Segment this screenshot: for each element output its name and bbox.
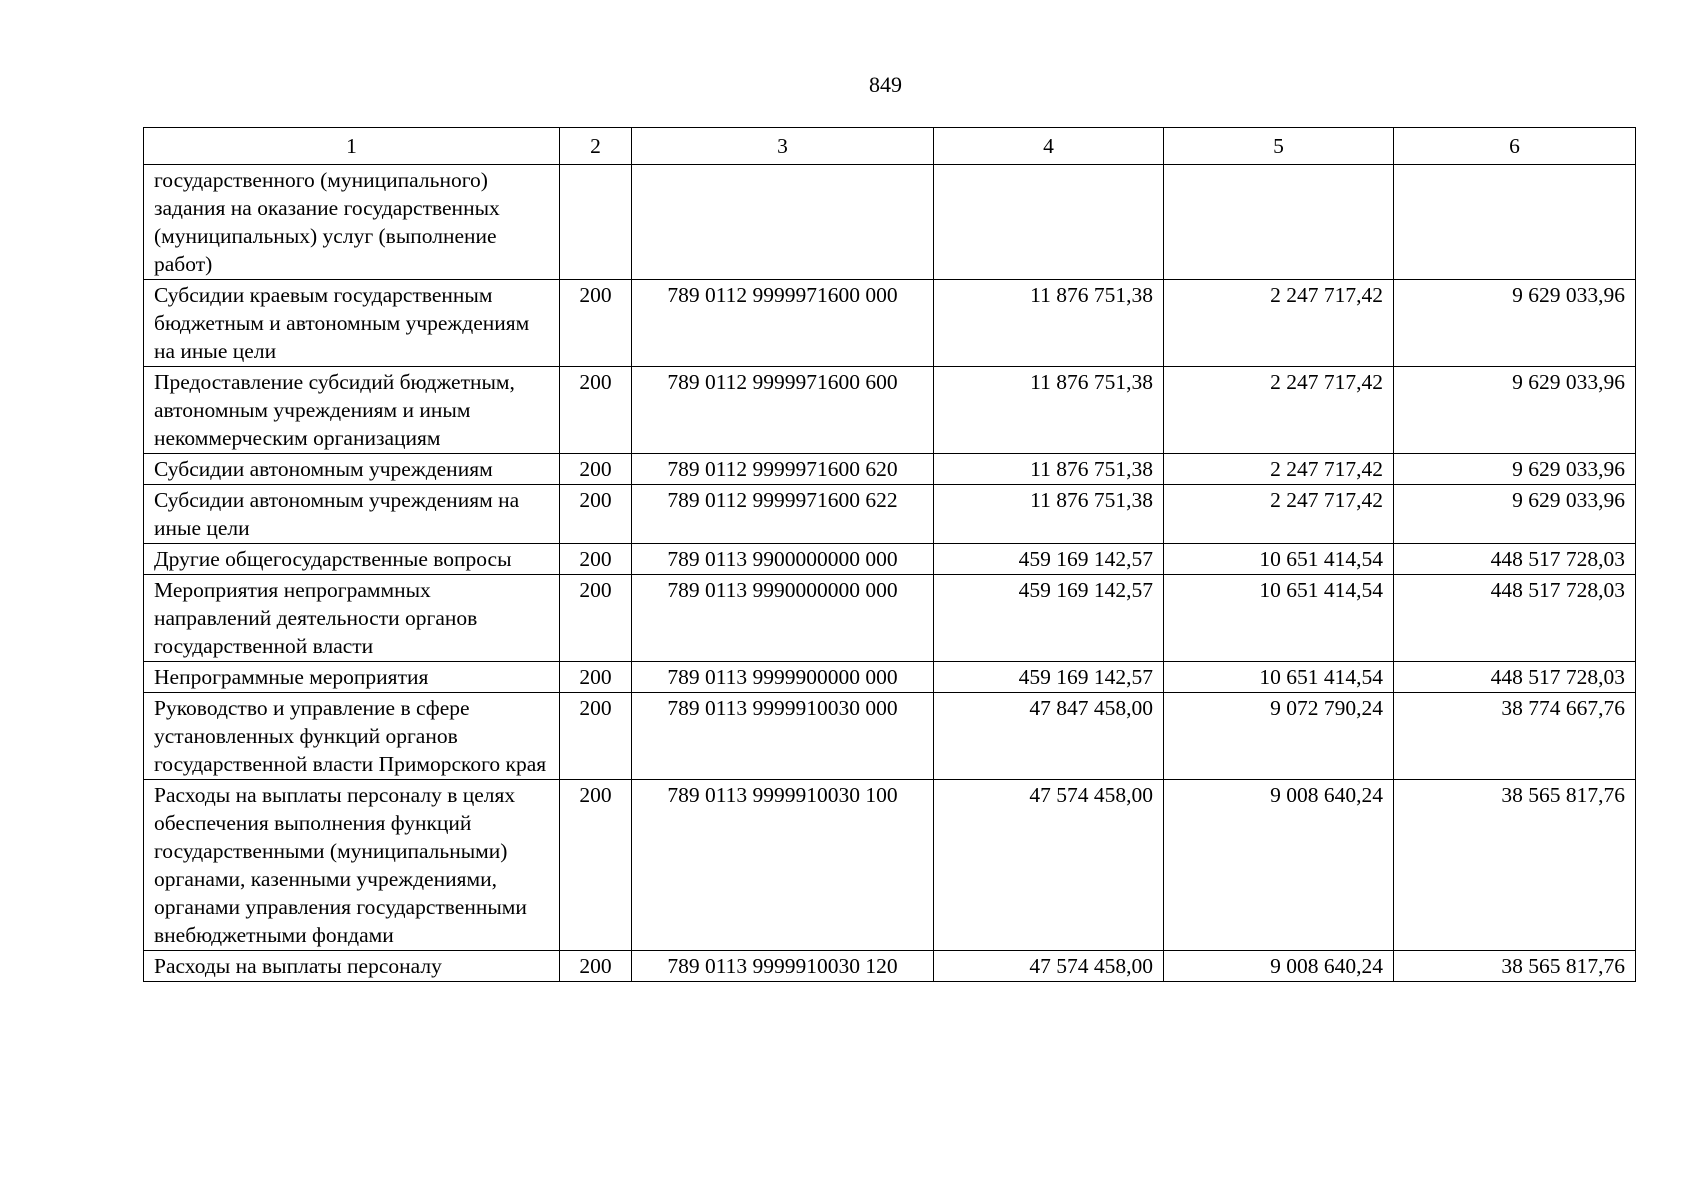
header-row bbox=[144, 128, 1636, 165]
row-value-4: 11 876 751,38 bbox=[934, 485, 1164, 544]
row-value-6: 9 629 033,96 bbox=[1394, 485, 1636, 544]
row-code: 200 bbox=[560, 367, 632, 454]
row-value-4: 47 574 458,00 bbox=[934, 780, 1164, 951]
row-value-5: 9 072 790,24 bbox=[1164, 693, 1394, 780]
header-col-5: 5 bbox=[1164, 128, 1394, 165]
table-row bbox=[144, 165, 1636, 280]
table-row bbox=[144, 693, 1636, 780]
row-value-4: 11 876 751,38 bbox=[934, 367, 1164, 454]
row-code: 200 bbox=[560, 951, 632, 982]
row-kbk: 789 0113 9999910030 000 bbox=[632, 693, 934, 780]
row-value-6: 448 517 728,03 bbox=[1394, 544, 1636, 575]
row-value-6: 38 774 667,76 bbox=[1394, 693, 1636, 780]
budget-table bbox=[143, 127, 1636, 982]
table-row bbox=[144, 780, 1636, 951]
row-value-5: 9 008 640,24 bbox=[1164, 780, 1394, 951]
row-name: Субсидии автономным учреждениям bbox=[144, 454, 560, 485]
row-value-5: 10 651 414,54 bbox=[1164, 544, 1394, 575]
row-name: Руководство и управление в сфере установленных функций органов государственной власти Приморского края bbox=[144, 693, 560, 780]
row-value-6: 448 517 728,03 bbox=[1394, 575, 1636, 662]
table-row bbox=[144, 485, 1636, 544]
header-col-4: 4 bbox=[934, 128, 1164, 165]
row-value-6: 448 517 728,03 bbox=[1394, 662, 1636, 693]
row-code: 200 bbox=[560, 575, 632, 662]
row-value-4: 459 169 142,57 bbox=[934, 662, 1164, 693]
header-col-6: 6 bbox=[1394, 128, 1636, 165]
row-kbk: 789 0113 9999910030 100 bbox=[632, 780, 934, 951]
row-value-5 bbox=[1164, 165, 1394, 280]
row-kbk: 789 0112 9999971600 000 bbox=[632, 280, 934, 367]
row-value-6 bbox=[1394, 165, 1636, 280]
row-value-5: 10 651 414,54 bbox=[1164, 662, 1394, 693]
row-name: Субсидии краевым государственным бюджетным и автономным учреждениям на иные цели bbox=[144, 280, 560, 367]
row-name: Расходы на выплаты персоналу в целях обеспечения выполнения функций государственными (муниципальными) органами, казенными учреждениями, органами управления государственными внебюджетными фондами bbox=[144, 780, 560, 951]
row-name: Непрограммные мероприятия bbox=[144, 662, 560, 693]
row-value-5: 10 651 414,54 bbox=[1164, 575, 1394, 662]
row-kbk: 789 0113 9900000000 000 bbox=[632, 544, 934, 575]
row-value-4 bbox=[934, 165, 1164, 280]
row-value-4: 459 169 142,57 bbox=[934, 544, 1164, 575]
row-value-4: 11 876 751,38 bbox=[934, 454, 1164, 485]
row-value-4: 459 169 142,57 bbox=[934, 575, 1164, 662]
row-code: 200 bbox=[560, 454, 632, 485]
row-value-4: 11 876 751,38 bbox=[934, 280, 1164, 367]
row-name: Субсидии автономным учреждениям на иные цели bbox=[144, 485, 560, 544]
row-value-6: 9 629 033,96 bbox=[1394, 280, 1636, 367]
table-row bbox=[144, 280, 1636, 367]
row-value-4: 47 574 458,00 bbox=[934, 951, 1164, 982]
row-code: 200 bbox=[560, 485, 632, 544]
row-kbk: 789 0112 9999971600 620 bbox=[632, 454, 934, 485]
row-value-6: 38 565 817,76 bbox=[1394, 951, 1636, 982]
table-row bbox=[144, 454, 1636, 485]
row-code: 200 bbox=[560, 780, 632, 951]
row-code bbox=[560, 165, 632, 280]
row-value-6: 38 565 817,76 bbox=[1394, 780, 1636, 951]
row-value-5: 9 008 640,24 bbox=[1164, 951, 1394, 982]
page-number: 849 bbox=[869, 72, 902, 97]
table-row bbox=[144, 951, 1636, 982]
row-value-6: 9 629 033,96 bbox=[1394, 367, 1636, 454]
row-kbk: 789 0113 9990000000 000 bbox=[632, 575, 934, 662]
table-row bbox=[144, 367, 1636, 454]
header-col-3: 3 bbox=[632, 128, 934, 165]
row-code: 200 bbox=[560, 544, 632, 575]
table-row bbox=[144, 575, 1636, 662]
row-name: Мероприятия непрограммных направлений деятельности органов государственной власти bbox=[144, 575, 560, 662]
table-row bbox=[144, 544, 1636, 575]
row-name: Другие общегосударственные вопросы bbox=[144, 544, 560, 575]
table-body bbox=[144, 165, 1636, 982]
row-kbk: 789 0112 9999971600 622 bbox=[632, 485, 934, 544]
row-value-5: 2 247 717,42 bbox=[1164, 485, 1394, 544]
row-code: 200 bbox=[560, 662, 632, 693]
row-value-6: 9 629 033,96 bbox=[1394, 454, 1636, 485]
header-col-1: 1 bbox=[144, 128, 560, 165]
row-value-5: 2 247 717,42 bbox=[1164, 454, 1394, 485]
row-value-5: 2 247 717,42 bbox=[1164, 280, 1394, 367]
row-name: государственного (муниципального) задания на оказание государственных (муниципальных) услуг (выполнение работ) bbox=[144, 165, 560, 280]
row-value-5: 2 247 717,42 bbox=[1164, 367, 1394, 454]
row-code: 200 bbox=[560, 280, 632, 367]
row-kbk: 789 0112 9999971600 600 bbox=[632, 367, 934, 454]
row-kbk: 789 0113 9999900000 000 bbox=[632, 662, 934, 693]
header-col-2: 2 bbox=[560, 128, 632, 165]
row-name: Расходы на выплаты персоналу bbox=[144, 951, 560, 982]
row-kbk: 789 0113 9999910030 120 bbox=[632, 951, 934, 982]
table-row bbox=[144, 662, 1636, 693]
row-value-4: 47 847 458,00 bbox=[934, 693, 1164, 780]
table-header bbox=[144, 128, 1636, 165]
row-name: Предоставление субсидий бюджетным, автономным учреждениям и иным некоммерческим организациям bbox=[144, 367, 560, 454]
row-code: 200 bbox=[560, 693, 632, 780]
row-kbk bbox=[632, 165, 934, 280]
